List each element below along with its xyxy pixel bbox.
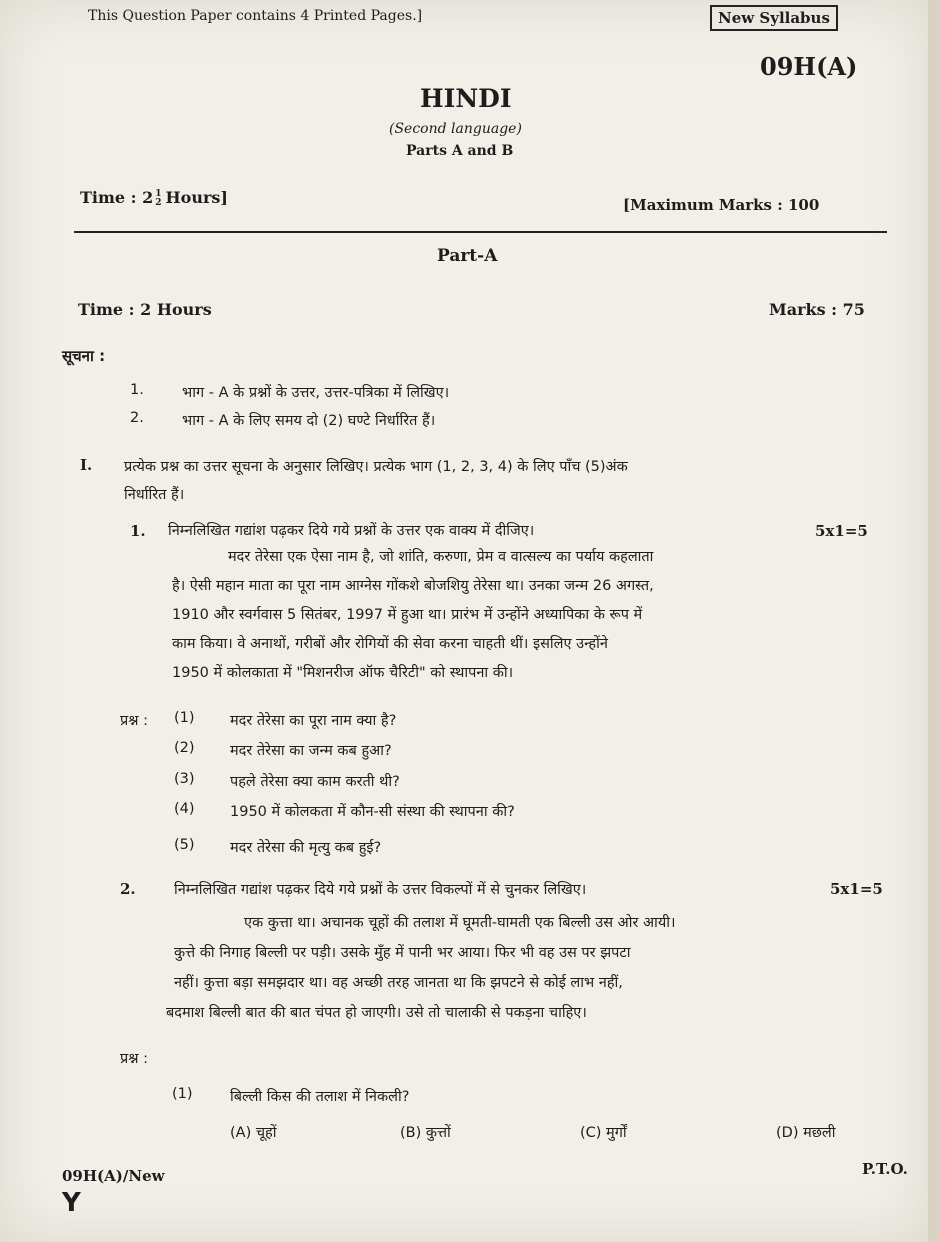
parts-subtitle: Parts A and B: [406, 143, 514, 159]
pages-note: This Question Paper contains 4 Printed Pages.]: [88, 8, 423, 24]
total-time: Time : 2 1 2 Hours]: [80, 188, 228, 208]
option-a: (A) चूहों: [230, 1125, 277, 1141]
q1-passage-line: मदर तेरेसा एक ऐसा नाम है, जो शांति, करुणा, प्रेम व वात्सल्य का पर्याय कहलाता: [228, 549, 654, 565]
maximum-marks: [Maximum Marks : 100: [623, 196, 820, 214]
page-edge: [928, 0, 940, 1242]
syllabus-tag: New Syllabus: [710, 5, 838, 31]
q2-sub-number: (1): [172, 1086, 193, 1102]
option-d: (D) मछली: [776, 1125, 836, 1141]
footer-mark: Y: [62, 1188, 81, 1218]
instruction-num-2: 2.: [130, 410, 144, 426]
q1-passage-line: 1910 और स्वर्गवास 5 सितंबर, 1997 में हुआ था। प्रारंभ में उन्होंने अध्यापिका के रूप में: [172, 607, 643, 623]
q1-sub-question: मदर तेरेसा का पूरा नाम क्या है?: [230, 713, 397, 729]
q1-sub-number: (4): [174, 801, 195, 817]
time-fraction: 1 2: [155, 188, 162, 208]
question-1-instruction: निम्नलिखित गद्यांश पढ़कर दिये गये प्रश्नों के उत्तर एक वाक्य में दीजिए।: [168, 523, 535, 539]
header-divider: [74, 231, 887, 233]
q1-sub-question: 1950 में कोलकता में कौन-सी संस्था की स्थापना की?: [230, 804, 515, 820]
paper-code: 09H(A): [760, 52, 858, 81]
q1-passage-line: 1950 में कोलकाता में "मिशनरीज ऑफ चैरिटी" को स्थापना की।: [172, 665, 514, 681]
option-c: (C) मुर्गों: [580, 1125, 627, 1141]
q2-passage-line: नहीं। कुत्ता बड़ा समझदार था। वह अच्छी तरह जानता था कि झपटने से कोई लाभ नहीं,: [174, 975, 623, 991]
q2-passage-line: बदमाश बिल्ली बात की बात चंपत हो जाएगी। उसे तो चालाकी से पकड़ना चाहिए।: [166, 1005, 587, 1021]
section-1-instruction-cont: निर्धारित हैं।: [124, 487, 185, 503]
question-2-instruction: निम्नलिखित गद्यांश पढ़कर दिये गये प्रश्नों के उत्तर विकल्पों में से चुनकर लिखिए।: [174, 882, 587, 898]
question-2-marks: 5x1=5: [830, 880, 883, 898]
part-a-title: Part-A: [437, 246, 498, 266]
instruction-num-1: 1.: [130, 382, 144, 398]
q2-passage-line: कुत्ते की निगाह बिल्ली पर पड़ी। उसके मुँह में पानी भर आया। फिर भी वह उस पर झपटा: [174, 945, 631, 961]
q1-questions-label: प्रश्न :: [120, 713, 148, 729]
section-1-number: I.: [80, 456, 93, 474]
q1-sub-question: मदर तेरेसा की मृत्यु कब हुई?: [230, 840, 382, 856]
q1-sub-number: (5): [174, 837, 195, 853]
q2-passage-line: एक कुत्ता था। अचानक चूहों की तलाश में घूमती-घामती एक बिल्ली उस ओर आयी।: [244, 915, 676, 931]
part-a-time: Time : 2 Hours: [78, 300, 212, 319]
instructions-heading: सूचना :: [62, 347, 106, 365]
q1-passage-line: काम किया। वे अनाथों, गरीबों और रोगियों की सेवा करना चाहती थीं। इसलिए उन्होंने: [172, 636, 608, 652]
option-b: (B) कुत्तों: [400, 1125, 451, 1141]
q2-questions-label: प्रश्न :: [120, 1051, 148, 1067]
instruction-text-1: भाग - A के प्रश्नों के उत्तर, उत्तर-पत्रिका में लिखिए।: [182, 385, 450, 401]
footer-pto: P.T.O.: [862, 1160, 908, 1178]
q1-sub-question: मदर तेरेसा का जन्म कब हुआ?: [230, 743, 392, 759]
q2-sub-question: बिल्ली किस की तलाश में निकली?: [230, 1089, 410, 1105]
q1-sub-number: (3): [174, 771, 195, 787]
q1-sub-number: (1): [174, 710, 195, 726]
section-1-instruction: प्रत्येक प्रश्न का उत्तर सूचना के अनुसार लिखिए। प्रत्येक भाग (1, 2, 3, 4) के लिए पाँच (5)अंक: [124, 459, 628, 475]
instruction-text-2: भाग - A के लिए समय दो (2) घण्टे निर्धारित हैं।: [182, 413, 436, 429]
language-subtitle: (Second language): [389, 121, 522, 137]
part-a-marks: Marks : 75: [769, 300, 865, 319]
q1-sub-number: (2): [174, 740, 195, 756]
question-1-marks: 5x1=5: [815, 522, 868, 540]
question-2-number: 2.: [120, 880, 136, 898]
question-1-number: 1.: [130, 522, 146, 540]
footer-paper-code: 09H(A)/New: [62, 1167, 165, 1185]
subject-title: HINDI: [420, 84, 512, 113]
q1-passage-line: है। ऐसी महान माता का पूरा नाम आग्नेस गोंकशे बोजशियु तेरेसा था। उनका जन्म 26 अगस्त,: [172, 578, 654, 594]
q1-sub-question: पहले तेरेसा क्या काम करती थी?: [230, 774, 400, 790]
